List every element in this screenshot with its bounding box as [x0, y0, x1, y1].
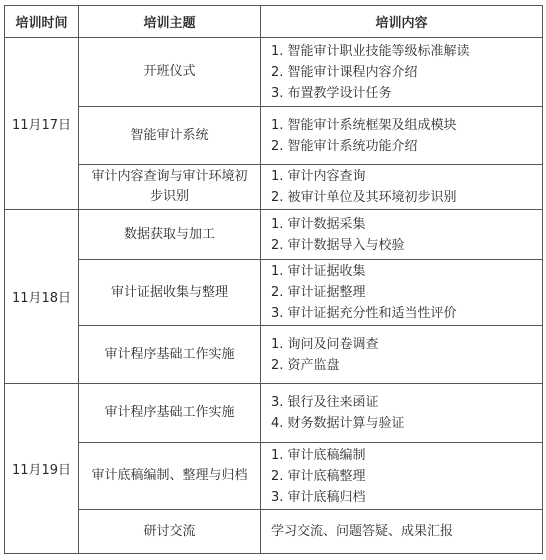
content-cell	[261, 260, 543, 326]
content-cell	[261, 38, 543, 107]
date-cell: 11月17日	[5, 38, 79, 210]
content-item: 3. 银行及往来函证	[271, 395, 379, 410]
date-cell: 11月19日	[5, 384, 79, 554]
content-item: 学习交流、问题答疑、成果汇报	[271, 524, 454, 539]
content-item: 2. 审计数据导入与校验	[271, 237, 405, 253]
content-item: 2. 审计证据整理	[271, 285, 366, 300]
topic-cell: 审计底稿编制、整理与归档	[79, 443, 261, 510]
header-date: 培训时间	[5, 6, 79, 38]
content-item: 1. 智能审计系统框架及组成模块	[271, 117, 457, 133]
training-schedule-table	[4, 5, 543, 554]
table-row	[5, 210, 543, 260]
content-cell	[261, 384, 543, 443]
content-cell	[261, 510, 543, 554]
topic-cell: 审计证据收集与整理	[79, 260, 261, 326]
content-item: 2. 资产监盘	[271, 357, 340, 373]
header-content: 培训内容	[261, 6, 543, 38]
table-row	[5, 107, 543, 165]
content-item: 3. 布置教学设计任务	[271, 85, 392, 101]
topic-cell: 智能审计系统	[79, 107, 261, 165]
content-item: 1. 审计数据采集	[271, 216, 366, 232]
topic-cell: 数据获取与加工	[79, 210, 261, 260]
table-row	[5, 260, 543, 326]
table-row	[5, 326, 543, 384]
content-cell	[261, 443, 543, 510]
table-row	[5, 443, 543, 510]
content-item: 2. 智能审计课程内容介绍	[271, 64, 418, 80]
table-row	[5, 165, 543, 210]
content-item: 2. 审计底稿整理	[271, 468, 366, 484]
content-item: 2. 被审计单位及其环境初步识别	[271, 190, 457, 205]
content-item: 2. 智能审计系统功能介绍	[271, 138, 418, 154]
content-item: 1. 询问及问卷调查	[271, 336, 379, 352]
content-item: 3. 审计底稿归档	[271, 489, 366, 505]
content-item: 3. 审计证据充分性和适当性评价	[271, 306, 457, 321]
content-cell	[261, 165, 543, 210]
topic-cell: 审计程序基础工作实施	[79, 384, 261, 443]
header-row	[5, 6, 543, 38]
date-cell: 11月18日	[5, 210, 79, 384]
topic-cell: 审计程序基础工作实施	[79, 326, 261, 384]
content-cell	[261, 107, 543, 165]
table-row	[5, 510, 543, 554]
topic-cell: 审计内容查询与审计环境初步识别	[79, 165, 261, 210]
topic-cell: 研讨交流	[79, 510, 261, 554]
topic-cell: 开班仪式	[79, 38, 261, 107]
content-item: 1. 审计内容查询	[271, 169, 366, 184]
content-item: 1. 智能审计职业技能等级标准解读	[271, 43, 470, 59]
content-item: 4. 财务数据计算与验证	[271, 416, 405, 431]
header-topic: 培训主题	[79, 6, 261, 38]
content-cell	[261, 210, 543, 260]
content-cell	[261, 326, 543, 384]
table-row	[5, 38, 543, 107]
table-row	[5, 384, 543, 443]
content-item: 1. 审计底稿编制	[271, 447, 366, 463]
content-item: 1. 审计证据收集	[271, 264, 366, 279]
